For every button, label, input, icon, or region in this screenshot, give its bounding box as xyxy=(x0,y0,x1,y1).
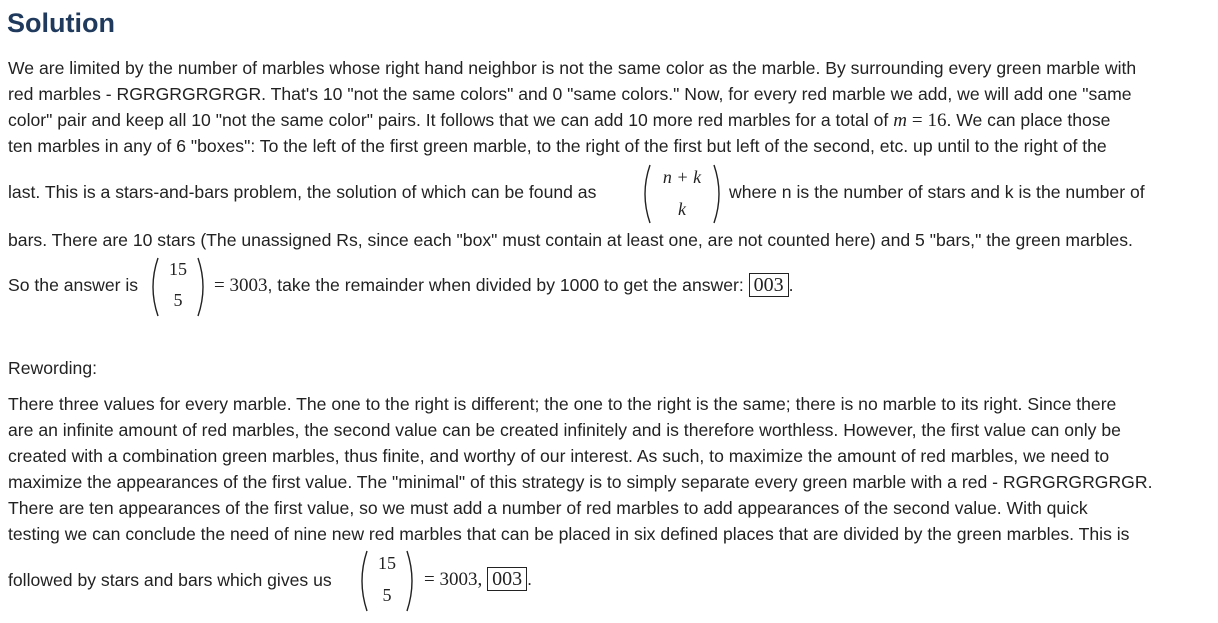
binomial-15-over-5 xyxy=(357,549,417,613)
trailing-period: . xyxy=(527,569,532,589)
binomial-n-plus-k-over-k xyxy=(640,163,724,225)
rewording-line-3: created with a combination green marbles, thus finite, and worthy of our interest. As such, to maximize the amount of red marbles, we need to xyxy=(8,446,1110,466)
solution-line-5-text: last. This is a stars-and-bars problem, the solution of which can be found as xyxy=(8,182,597,202)
solution-line-2: red marbles - RGRGRGRGRGR. That's 10 "not the same colors" and 0 "same colors." Now, for every red marble we add, we will add one "same xyxy=(8,84,1132,104)
binomial-top: n + k xyxy=(662,167,702,187)
binomial-top: 15 xyxy=(378,553,396,573)
solution-line-4: ten marbles in any of 6 "boxes": To the left of the first green marble, to the right of the first but left of the second, etc. up until to the right of the xyxy=(8,136,1107,156)
boxed-answer: 003 xyxy=(487,567,527,591)
solution-line-3-text: color" pair and keep all 10 "not the same color" pairs. It follows that we can add 10 more red marbles for a total of xyxy=(8,110,889,130)
solution-line-3 xyxy=(8,107,1110,134)
binomial-top: 15 xyxy=(169,259,187,279)
binomial-bottom: 5 xyxy=(173,290,183,310)
variable-m: m xyxy=(893,110,907,131)
solution-line-1: We are limited by the number of marbles whose right hand neighbor is not the same color as the marble. By surrounding every green marble with xyxy=(8,58,1137,78)
rewording-line-6: testing we can conclude the need of nine new red marbles that can be placed in six defined places that are divided by the green marbles. This is xyxy=(8,524,1130,544)
solution-line-5-tail: where n is the number of stars and k is the number of xyxy=(729,182,1145,202)
result-3003: = 3003, xyxy=(424,569,483,590)
trailing-period: . xyxy=(788,275,794,295)
binomial-bottom: k xyxy=(678,199,686,219)
result-3003: = 3003 xyxy=(214,275,268,296)
solution-line-3-tail: . We can place those xyxy=(946,110,1111,130)
rewording-line-7-text: followed by stars and bars which gives us xyxy=(8,570,332,590)
solution-line-7-tail: , take the remainder when divided by 1000 to get the answer: xyxy=(267,275,744,295)
rewording-line-4: maximize the appearances of the first value. The "minimal" of this strategy is to simply separate every green marble with a red - RGRGRGRGRGR. xyxy=(8,472,1153,492)
section-heading: Solution xyxy=(7,8,115,38)
total-value: 16 xyxy=(927,110,947,131)
rewording-label: Rewording: xyxy=(8,358,97,378)
rewording-line-7-result xyxy=(424,566,532,593)
rewording-line-1: There three values for every marble. The one to the right is different; the one to the right is the same; there is no marble to its right. Since there xyxy=(8,394,1117,414)
boxed-answer: 003 xyxy=(749,273,789,297)
rewording-line-5: There are ten appearances of the first value, so we must add a number of red marbles to add appearances of the second value. With quick xyxy=(8,498,1088,518)
solution-line-7-result xyxy=(214,272,794,299)
rewording-line-2: are an infinite amount of red marbles, the second value can be created infinitely and is therefore worthless. However, the first value can only be xyxy=(8,420,1121,440)
binomial-bottom: 5 xyxy=(382,585,392,605)
equals-sign: = xyxy=(911,110,923,131)
solution-line-6: bars. There are 10 stars (The unassigned Rs, since each "box" must contain at least one, are not counted here) and 5 "bars," the green marbles. xyxy=(8,230,1133,250)
binomial-15-over-5 xyxy=(148,256,208,318)
solution-line-7-text: So the answer is xyxy=(8,275,139,295)
